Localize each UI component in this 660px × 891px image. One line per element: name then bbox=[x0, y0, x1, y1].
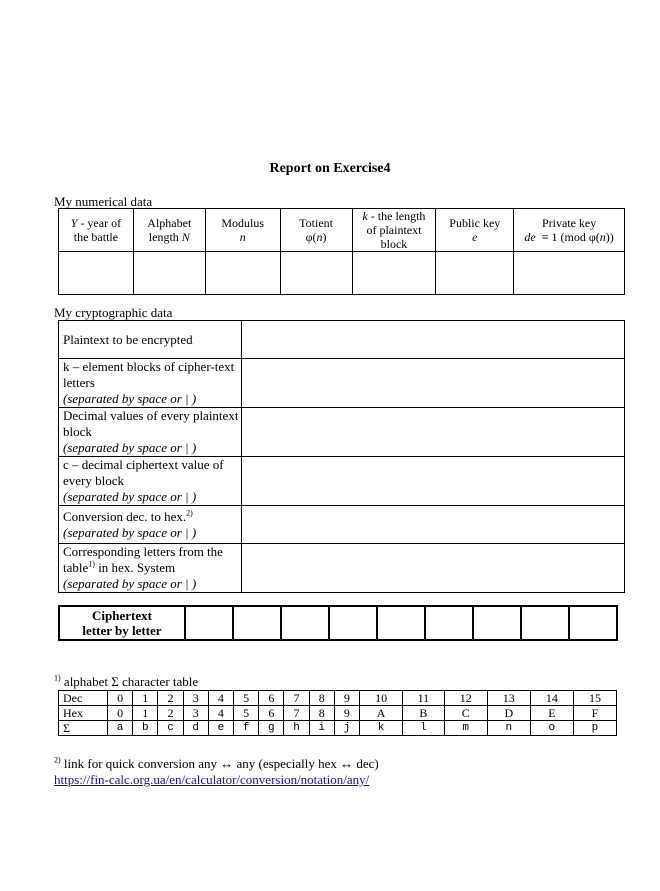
alphabet-sigma-cell: k bbox=[360, 721, 403, 736]
alphabet-dec-cell: 8 bbox=[309, 691, 334, 706]
ciphertext-decimal-label: c – decimal ciphertext value of every block (separated by space or | ) bbox=[59, 457, 242, 506]
alphabet-sigma-cell: m bbox=[444, 721, 487, 736]
alphabet-dec-cell: 12 bbox=[444, 691, 487, 706]
alphabet-sigma-cell: g bbox=[259, 721, 284, 736]
crypto-data-caption: My cryptographic data bbox=[54, 305, 173, 320]
alphabet-sigma-cell: a bbox=[108, 721, 133, 736]
alphabet-hex-cell: F bbox=[573, 706, 616, 721]
alphabet-hex-cell: 6 bbox=[259, 706, 284, 721]
alphabet-sigma-cell: p bbox=[573, 721, 616, 736]
header-private-key: Private key de ≡ 1 (mod φ(n)) bbox=[514, 209, 625, 252]
header-public-key: Public key e bbox=[436, 209, 514, 252]
header-alphabet-length: Alphabet length N bbox=[133, 209, 205, 252]
alphabet-dec-cell: 4 bbox=[208, 691, 233, 706]
alphabet-dec-cell: 10 bbox=[360, 691, 403, 706]
value-modulus[interactable] bbox=[205, 252, 280, 295]
plaintext-value[interactable] bbox=[242, 321, 625, 359]
ciphertext-table bbox=[58, 605, 618, 641]
alphabet-sigma-cell: l bbox=[403, 721, 445, 736]
value-totient[interactable] bbox=[280, 252, 352, 295]
alphabet-hex-cell: 0 bbox=[108, 706, 133, 721]
value-alphabet-length[interactable] bbox=[133, 252, 205, 295]
value-year[interactable] bbox=[59, 252, 134, 295]
header-modulus: Modulus n bbox=[205, 209, 280, 252]
alphabet-hex-cell: 7 bbox=[284, 706, 309, 721]
plaintext-label: Plaintext to be encrypted bbox=[59, 321, 242, 359]
value-private-key[interactable] bbox=[514, 252, 625, 295]
hex-conversion-value[interactable] bbox=[242, 506, 625, 544]
value-block-length[interactable] bbox=[352, 252, 436, 295]
alphabet-dec-cell: 15 bbox=[573, 691, 616, 706]
alphabet-sigma-cell: b bbox=[133, 721, 158, 736]
alphabet-hex-cell: 9 bbox=[334, 706, 359, 721]
decimal-values-value[interactable] bbox=[242, 408, 625, 457]
alphabet-dec-cell: 0 bbox=[108, 691, 133, 706]
decimal-values-label: Decimal values of every plaintext block (separated by space or | ) bbox=[59, 408, 242, 457]
ciphertext-cell[interactable] bbox=[185, 606, 233, 640]
header-totient: Totient φ(n) bbox=[280, 209, 352, 252]
ciphertext-cell[interactable] bbox=[425, 606, 473, 640]
cipher-blocks-value[interactable] bbox=[242, 359, 625, 408]
alphabet-sigma-cell: e bbox=[208, 721, 233, 736]
alphabet-hex-cell: 1 bbox=[133, 706, 158, 721]
alphabet-hex-cell: 4 bbox=[208, 706, 233, 721]
cipher-blocks-label: k – element blocks of cipher-text letters (separated by space or | ) bbox=[59, 359, 242, 408]
alphabet-dec-cell: 2 bbox=[158, 691, 183, 706]
alphabet-hex-cell: B bbox=[403, 706, 445, 721]
page-title: Report on Exercise4 bbox=[269, 161, 391, 176]
alphabet-hex-cell: 8 bbox=[309, 706, 334, 721]
alphabet-sigma-cell: i bbox=[309, 721, 334, 736]
alphabet-dec-cell: 1 bbox=[133, 691, 158, 706]
alphabet-hex-cell: D bbox=[487, 706, 530, 721]
ciphertext-cell[interactable] bbox=[233, 606, 281, 640]
alphabet-sigma-cell: h bbox=[284, 721, 309, 736]
alphabet-hex-cell: 2 bbox=[158, 706, 183, 721]
ciphertext-cell[interactable] bbox=[281, 606, 329, 640]
alphabet-dec-cell: 6 bbox=[259, 691, 284, 706]
alphabet-dec-cell: 7 bbox=[284, 691, 309, 706]
alphabet-sigma-cell: c bbox=[158, 721, 183, 736]
alphabet-caption: $^{1)}$ alphabet Σ character table bbox=[54, 673, 199, 689]
alphabet-dec-cell: 3 bbox=[183, 691, 208, 706]
row-label-hex: Hex bbox=[59, 706, 108, 721]
value-public-key[interactable] bbox=[436, 252, 514, 295]
letters-value[interactable] bbox=[242, 544, 625, 593]
alphabet-hex-cell: 5 bbox=[234, 706, 259, 721]
ciphertext-cell[interactable] bbox=[329, 606, 377, 640]
footnote-link-text: $^{2)}$ link for quick conversion any ↔ any (especially hex ↔ dec) bbox=[54, 755, 379, 771]
hex-conversion-label: Conversion dec. to hex.$^{2)}$ (separated by space or | ) bbox=[59, 506, 242, 544]
alphabet-hex-cell: E bbox=[530, 706, 573, 721]
letters-label: Corresponding letters from the table$^{1)}$ in hex. System (separated by space or | ) bbox=[59, 544, 242, 593]
alphabet-sigma-cell: n bbox=[487, 721, 530, 736]
row-label-sigma: Σ bbox=[59, 721, 108, 736]
alphabet-hex-cell: C bbox=[444, 706, 487, 721]
alphabet-dec-cell: 14 bbox=[530, 691, 573, 706]
header-block-length: k - the length of plaintext block bbox=[352, 209, 436, 252]
alphabet-dec-row bbox=[59, 691, 617, 706]
alphabet-hex-row bbox=[59, 706, 617, 721]
ciphertext-cell[interactable] bbox=[569, 606, 617, 640]
alphabet-dec-cell: 13 bbox=[487, 691, 530, 706]
numerical-data-caption: My numerical data bbox=[54, 194, 153, 209]
alphabet-sigma-cell: j bbox=[334, 721, 359, 736]
crypto-data-table bbox=[58, 320, 625, 593]
ciphertext-decimal-value[interactable] bbox=[242, 457, 625, 506]
ciphertext-cell[interactable] bbox=[521, 606, 569, 640]
alphabet-sigma-cell: o bbox=[530, 721, 573, 736]
alphabet-sigma-cell: f bbox=[234, 721, 259, 736]
ciphertext-cell[interactable] bbox=[377, 606, 425, 640]
conversion-link[interactable]: https://fin-calc.org.ua/en/calculator/conversion/notation/any/ bbox=[54, 772, 370, 787]
alphabet-dec-cell: 9 bbox=[334, 691, 359, 706]
ciphertext-label: Ciphertext letter by letter bbox=[59, 606, 185, 640]
ciphertext-cell[interactable] bbox=[473, 606, 521, 640]
numerical-data-table bbox=[58, 208, 625, 295]
alphabet-dec-cell: 5 bbox=[234, 691, 259, 706]
alphabet-sigma-row bbox=[59, 721, 617, 736]
alphabet-sigma-cell: d bbox=[183, 721, 208, 736]
header-year: Y - year of the battle bbox=[59, 209, 134, 252]
alphabet-dec-cell: 11 bbox=[403, 691, 445, 706]
alphabet-hex-cell: A bbox=[360, 706, 403, 721]
alphabet-table bbox=[58, 690, 617, 736]
row-label-dec: Dec bbox=[59, 691, 108, 706]
alphabet-hex-cell: 3 bbox=[183, 706, 208, 721]
